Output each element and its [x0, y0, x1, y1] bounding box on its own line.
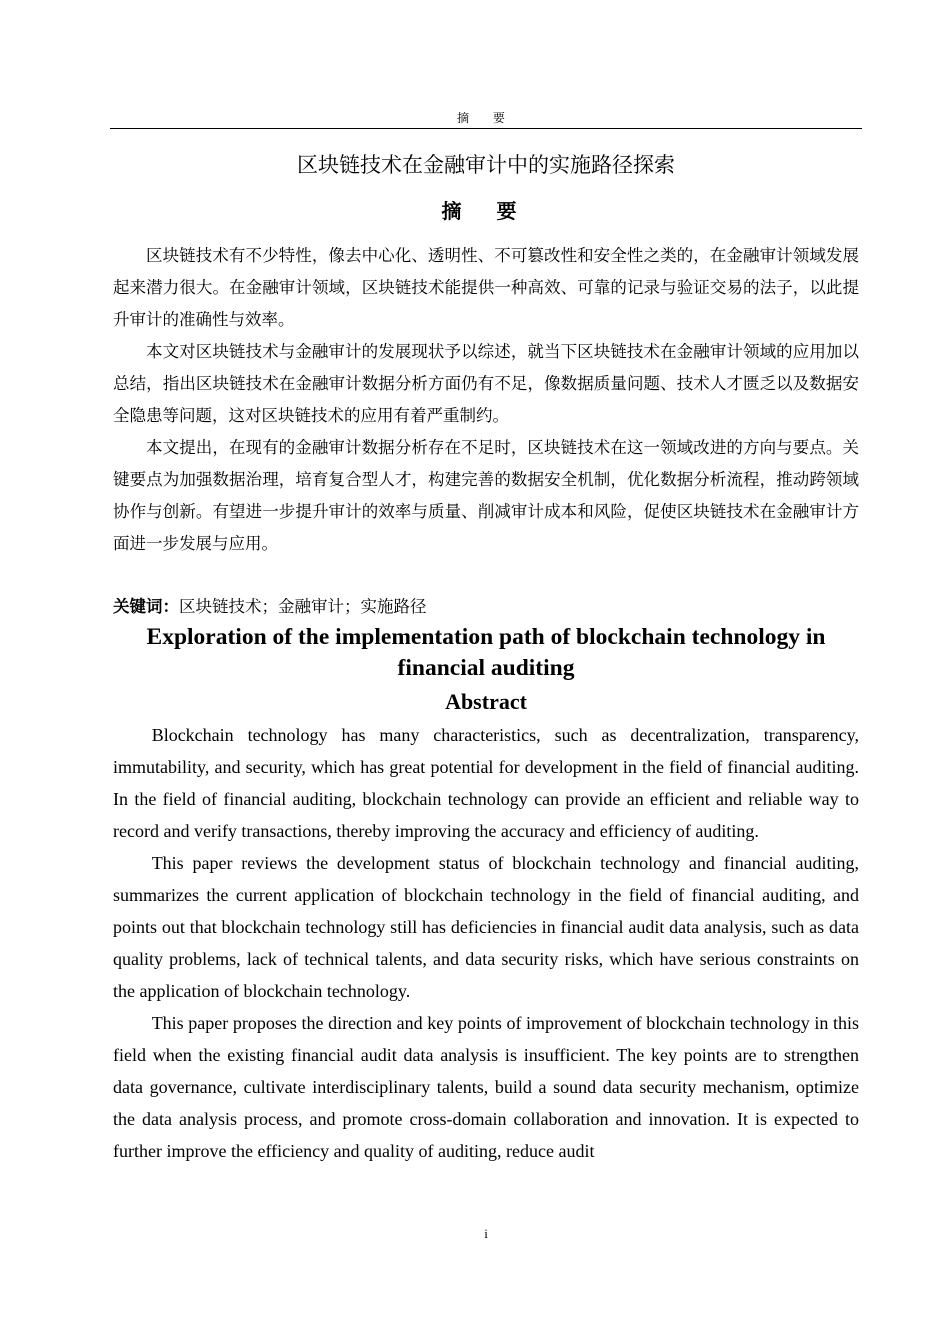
- header-rule: [110, 128, 862, 129]
- running-header: 摘 要: [457, 111, 515, 125]
- chinese-keywords: [113, 592, 859, 622]
- chinese-abstract-heading: 摘 要: [441, 199, 531, 223]
- english-abstract-body: [113, 719, 859, 1167]
- english-paragraph: This paper reviews the development status of blockchain technology and financial auditing, summarizes the current application of blockchain technology in the field of financial auditing, and points out that blockchain technology still has deficiencies in financial audit data analysis, such as data quality problems, lack of technical talents, and data security risks, which have serious constraints on the application of blockchain technology.: [113, 853, 859, 1001]
- chinese-paragraph: 本文对区块链技术与金融审计的发展现状予以综述，就当下区块链技术在金融审计领域的应用加以总结，指出区块链技术在金融审计数据分析方面仍有不足，像数据质量问题、技术人才匮乏以及数据安全隐患等问题，这对区块链技术的应用有着严重制约。: [113, 342, 859, 425]
- english-paragraph: Blockchain technology has many characteristics, such as decentralization, transparency, immutability, and security, which has great potential for development in the field of financial auditing. In the field of financial auditing, blockchain technology can provide an efficient and reliable way to record and verify transactions, thereby improving the accuracy and efficiency of auditing.: [113, 725, 859, 841]
- english-abstract-heading: Abstract: [445, 689, 527, 714]
- page-number: i: [484, 1226, 488, 1241]
- english-paragraph: This paper proposes the direction and key points of improvement of blockchain technology in this field when the existing financial audit data analysis is insufficient. The key points are to strengthen data governance, cultivate interdisciplinary talents, build a sound data security mechanism, optimize the data analysis process, and promote cross-domain collaboration and innovation. It is expected to further improve the efficiency and quality of auditing, reduce audit: [113, 1013, 859, 1161]
- english-title: Exploration of the implementation path of blockchain technology in financial auditing: [146, 624, 826, 681]
- keywords-label: 关键词：: [113, 597, 179, 616]
- chinese-abstract-body: [113, 240, 859, 560]
- chinese-title: 区块链技术在金融审计中的实施路径探索: [297, 153, 675, 177]
- keywords-value: 区块链技术；金融审计；实施路径: [179, 597, 427, 616]
- chinese-paragraph: 本文提出，在现有的金融审计数据分析存在不足时，区块链技术在这一领域改进的方向与要点。关键要点为加强数据治理，培育复合型人才，构建完善的数据安全机制，优化数据分析流程，推动跨领域协作与创新。有望进一步提升审计的效率与质量、削减审计成本和风险，促使区块链技术在金融审计方面进一步发展与应用。: [113, 438, 859, 553]
- chinese-paragraph: 区块链技术有不少特性，像去中心化、透明性、不可篡改性和安全性之类的，在金融审计领域发展起来潜力很大。在金融审计领域，区块链技术能提供一种高效、可靠的记录与验证交易的法子，以此提升审计的准确性与效率。: [113, 246, 859, 329]
